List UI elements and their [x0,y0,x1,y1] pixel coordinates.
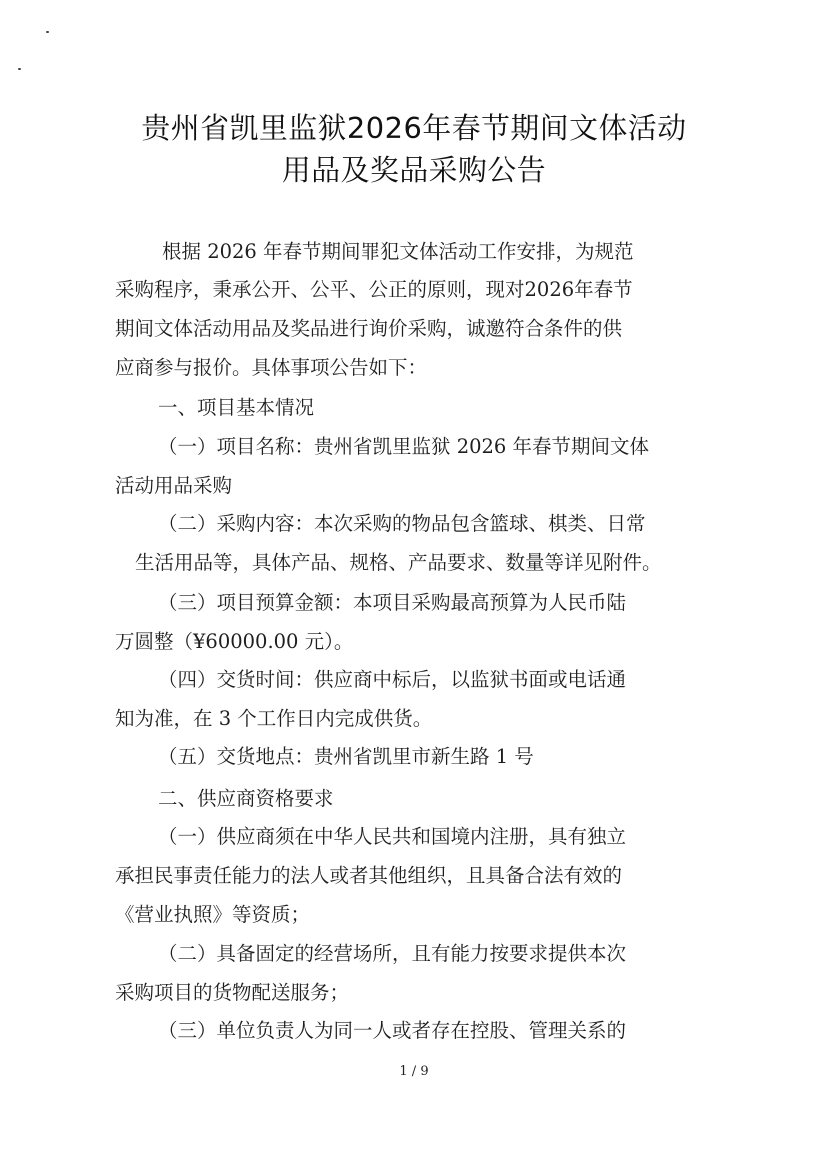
body-line: 应商参与报价。具体事项公告如下： [115,356,428,379]
scan-speck [18,68,21,70]
body-line: 承担民事责任能力的法人或者其他组织，且具备合法有效的 [115,864,623,887]
title-line-2: 用品及奖品采购公告 [281,153,547,187]
body-line: （五）交货地点：贵州省凯里市新生路 1 号 [158,745,534,768]
body-line: 活动用品采购 [115,474,233,497]
body-line: （四）交货时间：供应商中标后，以监狱书面或电话通 [158,668,627,691]
body-line: （三）项目预算金额：本项目采购最高预算为人民币陆 [158,591,627,614]
body-line: （二）采购内容：本次采购的物品包含篮球、棋类、日常 [158,512,646,535]
body-line: 《营业执照》等资质； [115,903,311,926]
body-line: （一）项目名称：贵州省凯里监狱 2026 年春节期间文体 [158,435,650,458]
section-heading: 二、供应商资格要求 [158,787,334,810]
body-line: 万圆整（¥60000.00 元）。 [115,630,354,653]
body-line: 期间文体活动用品及奖品进行询价采购，诚邀符合条件的供 [115,317,623,340]
body-line: 采购项目的货物配送服务； [115,981,350,1004]
body-line: （三）单位负责人为同一人或者存在控股、管理关系的 [158,1019,627,1042]
section-heading: 一、项目基本情况 [158,396,315,419]
page-number: 1 / 9 [399,1064,429,1079]
body-line: （二）具备固定的经营场所，且有能力按要求提供本次 [158,942,627,965]
scan-speck [46,31,49,33]
title-line-1: 贵州省凯里监狱2026年春节期间文体活动 [141,111,687,145]
body-line: 生活用品等，具体产品、规格、产品要求、数量等详见附件。 [135,551,662,574]
body-line: （一）供应商须在中华人民共和国境内注册，具有独立 [158,825,627,848]
body-line: 采购程序，秉承公开、公平、公正的原则，现对2026年春节 [115,278,633,301]
body-line: 知为准，在 3 个工作日内完成供货。 [115,707,433,730]
body-line: 根据 2026 年春节期间罪犯文体活动工作安排，为规范 [162,240,634,263]
